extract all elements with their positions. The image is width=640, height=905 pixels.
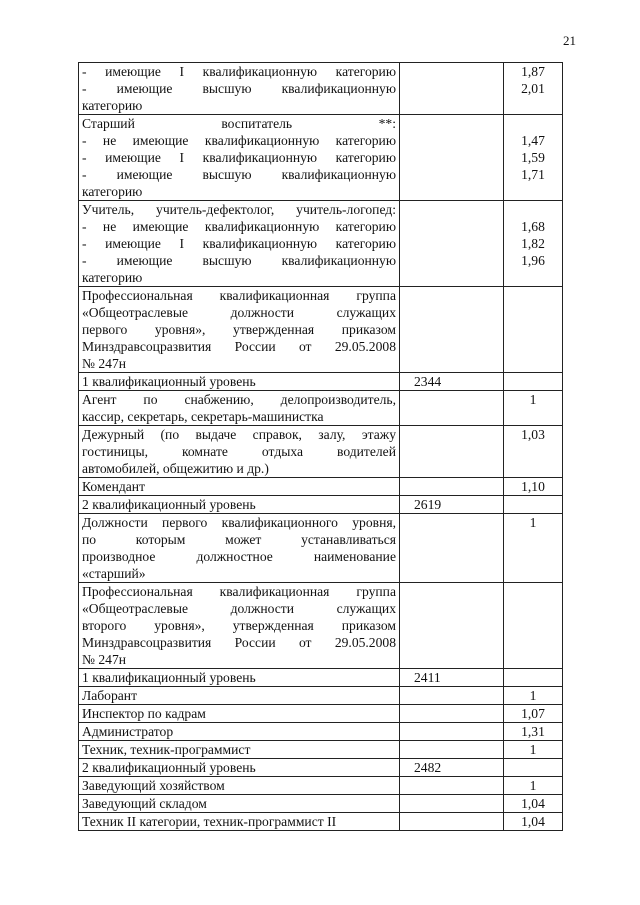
position-line: - имеющие высшую квалификационную [82, 253, 396, 268]
position-line: Минздравсоцразвития России от 29.05.2008 [82, 339, 396, 354]
salary-cell [400, 478, 504, 496]
coefficient-cell [504, 583, 563, 669]
table-row [79, 669, 563, 687]
table-row [79, 478, 563, 496]
position-line: 2 квалификационный уровень [82, 760, 256, 775]
position-line: категорию [82, 98, 143, 113]
position-cell [79, 705, 400, 723]
position-cell [79, 813, 400, 831]
position-line: «Общеотраслевые должности служащих [82, 601, 396, 616]
table-row [79, 287, 563, 373]
table-row [79, 63, 563, 115]
coefficient-value: 1,71 [521, 167, 545, 182]
position-line: второго уровня», утвержденная приказом [82, 618, 396, 633]
position-cell [79, 669, 400, 687]
position-cell [79, 201, 400, 287]
position-line: Должности первого квалификационного уровня, [82, 515, 396, 530]
table-row [79, 813, 563, 831]
position-cell [79, 759, 400, 777]
coefficient-value: 2,01 [521, 81, 545, 96]
coefficient-cell [504, 201, 563, 287]
coefficient-value: 1,68 [521, 219, 545, 234]
position-line: категорию [82, 270, 143, 285]
table-row [79, 201, 563, 287]
position-line: 2 квалификационный уровень [82, 497, 256, 512]
position-line: Минздравсоцразвития России от 29.05.2008 [82, 635, 396, 650]
position-line: 1 квалификационный уровень [82, 374, 256, 389]
position-cell [79, 373, 400, 391]
position-cell [79, 777, 400, 795]
position-line: Агент по снабжению, делопроизводитель, [82, 392, 396, 407]
position-line: «Общеотраслевые должности служащих [82, 305, 396, 320]
coefficient-cell [504, 287, 563, 373]
salary-cell: 2411 [400, 669, 504, 687]
table-row [79, 795, 563, 813]
position-cell [79, 496, 400, 514]
position-line: Учитель, учитель-дефектолог, учитель-логопед: [82, 202, 396, 217]
coefficient-cell [504, 426, 563, 478]
coefficient-cell [504, 391, 563, 426]
position-line: первого уровня», утвержденная приказом [82, 322, 396, 337]
table-row [79, 741, 563, 759]
coefficient-value: 1,96 [521, 253, 545, 268]
coefficient-value: 1,10 [521, 479, 545, 494]
salary-cell: 2482 [400, 759, 504, 777]
coefficient-cell [504, 723, 563, 741]
position-line: - не имеющие квалификационную категорию [82, 219, 396, 234]
table-row [79, 426, 563, 478]
coefficient-cell [504, 687, 563, 705]
salary-cell [400, 741, 504, 759]
salary-cell: 2619 [400, 496, 504, 514]
position-line: - имеющие высшую квалификационную [82, 167, 396, 182]
coefficient-value: 1,59 [521, 150, 545, 165]
salary-cell [400, 723, 504, 741]
position-line: Техник II категории, техник-программист II [82, 814, 337, 829]
salary-cell [400, 115, 504, 201]
coefficient-cell [504, 373, 563, 391]
position-cell [79, 478, 400, 496]
position-line: автомобилей, общежитию и др.) [82, 461, 269, 476]
salary-cell [400, 391, 504, 426]
position-line: Старший воспитатель **: [82, 116, 396, 131]
coefficient-cell [504, 514, 563, 583]
coefficient-value: 1,04 [521, 814, 545, 829]
table-row [79, 705, 563, 723]
table-row [79, 777, 563, 795]
coefficient-value: 1,07 [521, 706, 545, 721]
table-row [79, 723, 563, 741]
salary-table [78, 62, 563, 831]
salary-cell [400, 705, 504, 723]
position-cell [79, 287, 400, 373]
coefficient-value [507, 115, 559, 132]
position-line: - имеющие высшую квалификационную [82, 81, 396, 96]
coefficient-value: 1,82 [521, 236, 545, 251]
position-line: - имеющие I квалификационную категорию [82, 236, 396, 251]
position-line: производное должностное наименование [82, 549, 396, 564]
coefficient-value: 1 [529, 515, 537, 530]
coefficient-value: 1 [529, 778, 537, 793]
coefficient-value: 1 [529, 688, 537, 703]
position-cell [79, 115, 400, 201]
position-line: Заведующий складом [82, 796, 207, 811]
position-cell [79, 583, 400, 669]
position-cell [79, 514, 400, 583]
position-line: гостиницы, комнате отдыха водителей [82, 444, 396, 459]
position-line: Профессиональная квалификационная группа [82, 288, 396, 303]
coefficient-value: 1,31 [521, 724, 545, 739]
position-line: Комендант [82, 479, 146, 494]
table-row [79, 514, 563, 583]
salary-cell [400, 813, 504, 831]
position-line: 1 квалификационный уровень [82, 670, 256, 685]
position-line: кассир, секретарь, секретарь-машинистка [82, 409, 324, 424]
salary-cell [400, 287, 504, 373]
coefficient-cell [504, 705, 563, 723]
table-row [79, 759, 563, 777]
table-row [79, 496, 563, 514]
salary-cell [400, 514, 504, 583]
salary-cell [400, 201, 504, 287]
coefficient-value: 1,87 [521, 64, 545, 79]
position-cell [79, 687, 400, 705]
table-row [79, 115, 563, 201]
table-row [79, 373, 563, 391]
coefficient-cell [504, 813, 563, 831]
position-line: - имеющие I квалификационную категорию [82, 150, 396, 165]
salary-cell [400, 777, 504, 795]
coefficient-cell [504, 759, 563, 777]
position-cell [79, 63, 400, 115]
position-cell [79, 795, 400, 813]
position-cell [79, 426, 400, 478]
position-line: Инспектор по кадрам [82, 706, 206, 721]
position-cell [79, 741, 400, 759]
position-line: Техник, техник-программист [82, 742, 251, 757]
position-line: по которым может устанавливаться [82, 532, 396, 547]
coefficient-cell [504, 795, 563, 813]
coefficient-cell [504, 115, 563, 201]
position-line: «старший» [82, 566, 146, 581]
table-row [79, 687, 563, 705]
coefficient-cell [504, 496, 563, 514]
position-line: Дежурный (по выдаче справок, залу, этажу [82, 427, 396, 442]
position-line: Администратор [82, 724, 174, 739]
coefficient-value: 1 [529, 392, 537, 407]
position-cell [79, 391, 400, 426]
coefficient-cell [504, 741, 563, 759]
table-row [79, 583, 563, 669]
salary-cell [400, 583, 504, 669]
page-number: 21 [563, 33, 576, 48]
salary-cell [400, 426, 504, 478]
salary-cell [400, 795, 504, 813]
salary-cell [400, 687, 504, 705]
coefficient-cell [504, 669, 563, 687]
salary-cell [400, 63, 504, 115]
table-row [79, 391, 563, 426]
position-line: Профессиональная квалификационная группа [82, 584, 396, 599]
position-cell [79, 723, 400, 741]
position-line: Лаборант [82, 688, 138, 703]
coefficient-value: 1,04 [521, 796, 545, 811]
position-line: № 247н [82, 652, 127, 667]
coefficient-value: 1,47 [521, 133, 545, 148]
coefficient-value: 1 [529, 742, 537, 757]
salary-cell: 2344 [400, 373, 504, 391]
position-line: - не имеющие квалификационную категорию [82, 133, 396, 148]
coefficient-cell [504, 777, 563, 795]
position-line: категорию [82, 184, 143, 199]
position-line: - имеющие I квалификационную категорию [82, 64, 396, 79]
coefficient-value: 1,03 [521, 427, 545, 442]
position-line: Заведующий хозяйством [82, 778, 225, 793]
coefficient-cell [504, 478, 563, 496]
position-line: № 247н [82, 356, 127, 371]
coefficient-value [507, 201, 559, 218]
coefficient-cell [504, 63, 563, 115]
